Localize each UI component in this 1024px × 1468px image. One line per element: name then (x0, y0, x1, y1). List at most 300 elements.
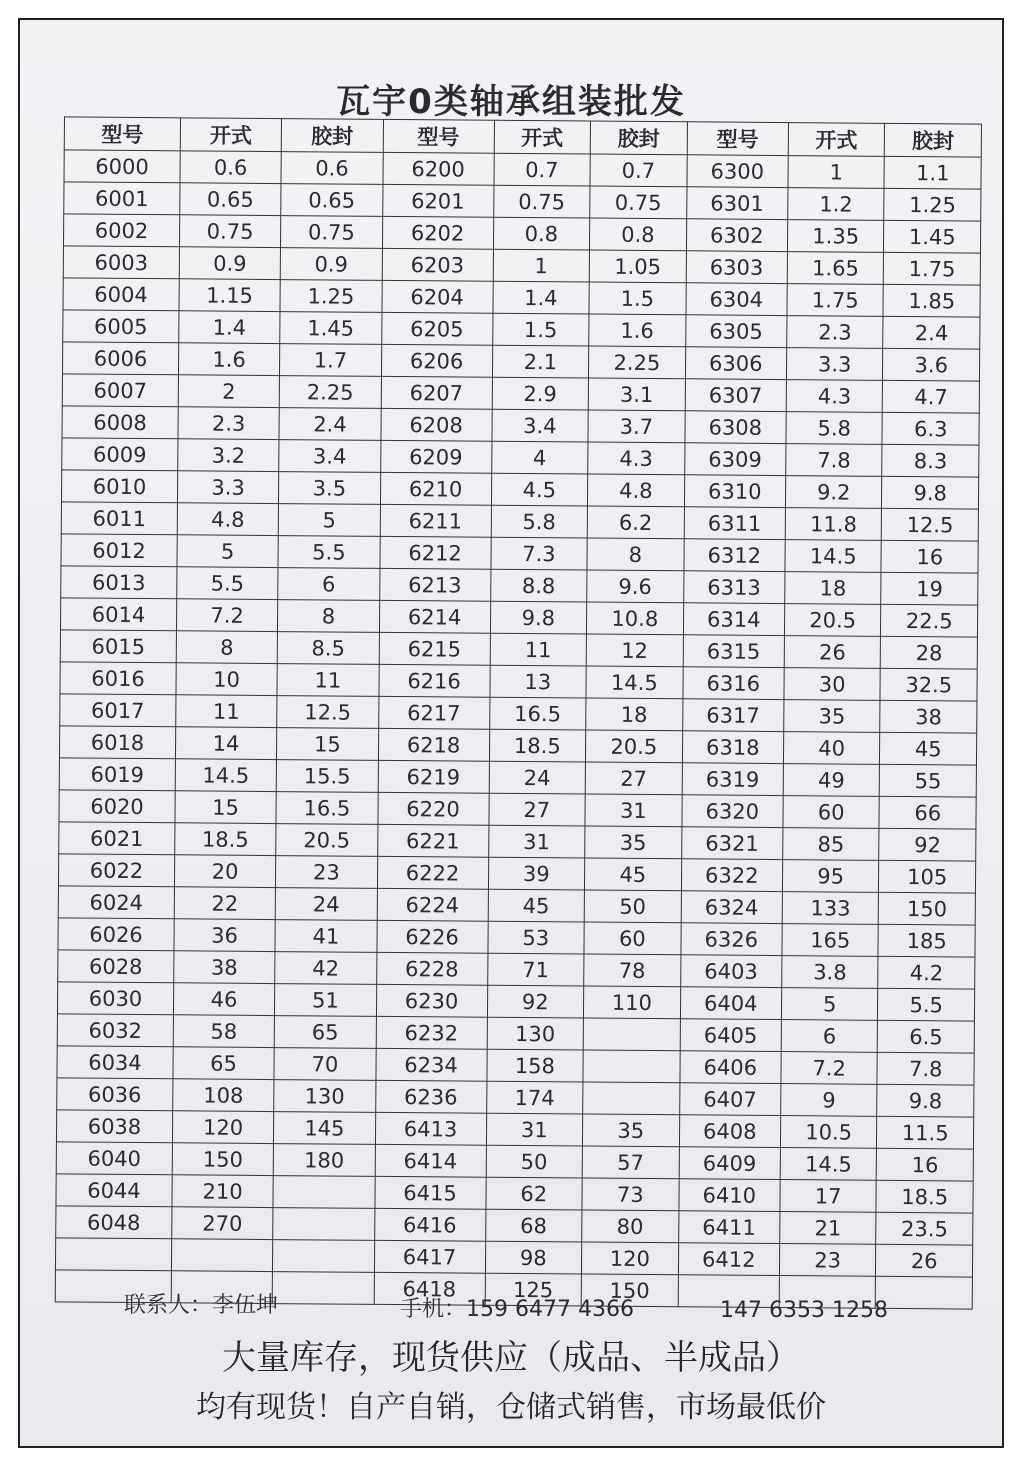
table-cell: 20.5 (276, 824, 378, 857)
table-cell: 6216 (378, 664, 489, 697)
price-table (55, 116, 982, 1309)
table-cell: 92 (487, 985, 584, 1018)
table-cell: 6236 (375, 1080, 486, 1113)
table-cell: 6015 (60, 630, 176, 663)
table-cell: 6030 (57, 982, 173, 1015)
table-cell: 9.8 (882, 476, 979, 509)
table-cell: 6219 (378, 760, 489, 793)
table-cell: 62 (485, 1177, 582, 1210)
header-model: 型号 (687, 122, 789, 156)
table-cell: 6302 (686, 219, 788, 252)
table-cell: 6011 (61, 502, 177, 535)
table-cell (583, 1018, 680, 1051)
table-cell: 2.3 (178, 407, 280, 440)
table-cell: 30 (784, 668, 881, 701)
table-cell: 6416 (374, 1208, 485, 1241)
table-cell: 6209 (380, 440, 491, 473)
table-cell: 15 (175, 791, 277, 824)
table-cell: 6306 (685, 347, 787, 380)
table-cell: 185 (878, 924, 975, 957)
table-cell: 6200 (383, 152, 494, 185)
table-cell: 1.15 (179, 279, 281, 312)
contact-phone-2: 147 6353 1258 (720, 1298, 888, 1323)
table-cell: 10.5 (780, 1116, 877, 1149)
table-cell: 3.3 (177, 471, 279, 504)
header-sealed: 胶封 (281, 119, 383, 153)
table-cell: 16.5 (489, 697, 586, 730)
table-cell: 6202 (382, 216, 493, 249)
table-cell: 6309 (684, 443, 786, 476)
table-cell: 133 (782, 892, 879, 925)
table-cell: 2.4 (279, 408, 381, 441)
table-cell (273, 1240, 375, 1273)
table-cell: 1 (788, 156, 885, 189)
page-title: 瓦宇0类轴承组装批发 (336, 82, 686, 122)
table-cell: 65 (173, 1047, 275, 1080)
table-cell: 28 (881, 636, 978, 669)
table-cell: 6002 (63, 214, 179, 247)
table-cell: 174 (486, 1081, 583, 1114)
table-cell: 27 (585, 762, 682, 795)
table-cell: 20.5 (784, 604, 881, 637)
table-cell: 6004 (63, 278, 179, 311)
table-cell: 71 (487, 953, 584, 986)
table-cell: 6300 (687, 155, 789, 188)
table-cell: 20.5 (585, 730, 682, 763)
table-cell: 0.8 (590, 218, 687, 251)
table-cell: 18.5 (489, 729, 586, 762)
table-cell: 6220 (377, 792, 488, 825)
table-cell: 6213 (379, 568, 490, 601)
table-cell: 22 (174, 887, 276, 920)
table-cell: 2.3 (787, 316, 884, 349)
table-cell: 18 (586, 698, 683, 731)
table-cell: 5 (177, 535, 279, 568)
table-cell: 10 (176, 663, 278, 696)
table-cell: 6012 (61, 534, 177, 567)
table-cell: 6217 (378, 696, 489, 729)
table-cell: 20 (174, 855, 276, 888)
table-cell: 1.4 (492, 281, 589, 314)
table-cell: 1.75 (787, 284, 884, 317)
table-cell: 6007 (62, 374, 178, 407)
table-cell: 6415 (374, 1176, 485, 1209)
table-cell: 32.5 (880, 668, 977, 701)
table-cell: 2.25 (279, 376, 381, 409)
table-cell (583, 1082, 680, 1115)
table-cell: 23 (276, 856, 378, 889)
table-cell: 6224 (377, 888, 488, 921)
table-cell: 6412 (678, 1243, 780, 1276)
table-cell: 3.3 (786, 348, 883, 381)
table-cell: 6021 (59, 822, 175, 855)
table-cell: 120 (172, 1111, 274, 1144)
table-cell: 3.4 (279, 440, 381, 473)
table-cell: 6316 (683, 667, 785, 700)
table-cell: 27 (488, 793, 585, 826)
table-cell: 6326 (680, 923, 782, 956)
table-cell: 18 (785, 572, 882, 605)
table-cell: 6000 (64, 150, 180, 183)
table-cell: 6013 (61, 566, 177, 599)
table-cell: 6321 (681, 827, 783, 860)
table-cell: 26 (876, 1244, 973, 1277)
table-cell: 6.5 (878, 1020, 975, 1053)
table-cell: 42 (275, 952, 377, 985)
table-cell: 73 (582, 1178, 679, 1211)
table-cell: 24 (489, 761, 586, 794)
table-cell: 2.4 (883, 316, 980, 349)
table-cell: 6009 (62, 438, 178, 471)
table-cell: 12 (586, 634, 683, 667)
table-cell: 105 (879, 860, 976, 893)
table-cell: 9 (781, 1084, 878, 1117)
table-cell: 6207 (381, 376, 492, 409)
table-cell: 0.6 (180, 151, 282, 184)
table-cell: 6411 (678, 1211, 780, 1244)
table-cell: 6038 (56, 1110, 172, 1143)
table-cell: 12.5 (882, 508, 979, 541)
table-cell: 50 (584, 890, 681, 923)
table-cell: 6403 (680, 955, 782, 988)
table-cell: 1.7 (280, 344, 382, 377)
table-cell: 6310 (684, 475, 786, 508)
table-cell: 6314 (683, 603, 785, 636)
table-cell (272, 1272, 374, 1305)
table-cell: 6018 (59, 726, 175, 759)
table-cell: 150 (172, 1143, 274, 1176)
table-cell: 66 (879, 796, 976, 829)
table-cell: 8 (278, 600, 380, 633)
table-cell: 6408 (679, 1115, 781, 1148)
table-cell: 1.85 (883, 284, 980, 317)
table-cell: 6003 (63, 246, 179, 279)
table-cell: 6022 (58, 854, 174, 887)
table-cell: 0.9 (280, 248, 382, 281)
table-cell: 11.5 (877, 1116, 974, 1149)
price-sheet (18, 18, 1004, 1448)
table-cell: 6322 (681, 859, 783, 892)
table-cell: 6215 (379, 632, 490, 665)
table-cell: 49 (783, 764, 880, 797)
header-open: 开式 (788, 123, 885, 157)
table-cell: 1.45 (884, 220, 981, 253)
table-cell: 1.1 (884, 156, 981, 189)
table-cell: 80 (582, 1210, 679, 1243)
table-cell: 0.7 (494, 153, 591, 186)
table-cell: 8.5 (277, 632, 379, 665)
table-cell: 6405 (680, 1019, 782, 1052)
table-cell: 6319 (682, 763, 784, 796)
table-cell: 35 (585, 826, 682, 859)
table-cell: 46 (173, 983, 275, 1016)
table-cell: 14.5 (175, 759, 277, 792)
table-cell: 0.6 (281, 152, 383, 185)
table-cell: 6017 (60, 694, 176, 727)
table-cell: 6010 (61, 470, 177, 503)
header-sealed: 胶封 (590, 121, 687, 155)
table-cell: 130 (487, 1017, 584, 1050)
table-cell: 41 (275, 920, 377, 953)
table-cell: 6315 (683, 635, 785, 668)
table-cell: 60 (783, 796, 880, 829)
table-cell: 40 (783, 732, 880, 765)
table-cell: 38 (880, 700, 977, 733)
table-cell: 45 (880, 732, 977, 765)
table-cell: 17 (780, 1180, 877, 1213)
table-cell: 6307 (685, 379, 787, 412)
table-cell: 3.4 (491, 409, 588, 442)
table-cell: 0.75 (281, 216, 383, 249)
table-cell: 78 (584, 954, 681, 987)
table-cell: 16.5 (276, 792, 378, 825)
table-cell: 15.5 (276, 760, 378, 793)
table-cell (273, 1208, 375, 1241)
table-cell: 6301 (686, 187, 788, 220)
table-cell: 39 (488, 857, 585, 890)
table-cell: 6312 (684, 539, 786, 572)
table-cell: 4.3 (588, 442, 685, 475)
table-cell: 6211 (380, 504, 491, 537)
table-cell: 6218 (378, 728, 489, 761)
table-cell: 5 (781, 988, 878, 1021)
table-cell: 3.8 (782, 956, 879, 989)
table-cell: 14 (175, 727, 277, 760)
table-cell: 5.5 (177, 567, 279, 600)
table-cell: 6221 (377, 824, 488, 857)
table-cell: 6409 (679, 1147, 781, 1180)
table-cell: 6201 (382, 184, 493, 217)
header-model: 型号 (64, 117, 180, 151)
table-cell: 130 (274, 1080, 376, 1113)
table-cell: 23.5 (876, 1212, 973, 1245)
table-cell: 1.45 (280, 312, 382, 345)
table-cell (55, 1238, 171, 1271)
table-cell: 4 (491, 441, 588, 474)
table-cell: 6407 (679, 1083, 781, 1116)
table-cell: 6032 (57, 1014, 173, 1047)
table-cell: 3.5 (279, 472, 381, 505)
table-cell: 13 (489, 665, 586, 698)
table-cell: 5.5 (878, 988, 975, 1021)
table-cell: 6406 (679, 1051, 781, 1084)
table-cell: 11 (490, 633, 587, 666)
table-cell: 22.5 (881, 604, 978, 637)
table-cell: 50 (486, 1145, 583, 1178)
table-cell: 6028 (58, 950, 174, 983)
table-cell: 16 (881, 540, 978, 573)
table-cell: 5.8 (491, 505, 588, 538)
table-cell: 6008 (62, 406, 178, 439)
table-cell (273, 1176, 375, 1209)
table-cell: 14.5 (780, 1148, 877, 1181)
table-cell: 6222 (377, 856, 488, 889)
table-cell: 0.8 (493, 217, 590, 250)
table-cell: 10.8 (586, 602, 683, 635)
table-cell: 14.5 (785, 540, 882, 573)
table-cell: 6024 (58, 886, 174, 919)
table-cell: 1.5 (589, 282, 686, 315)
table-cell: 92 (879, 828, 976, 861)
table-cell: 8.3 (882, 444, 979, 477)
table-cell: 1.6 (589, 314, 686, 347)
table-cell: 6020 (59, 790, 175, 823)
table-cell: 4.5 (491, 473, 588, 506)
table-cell: 6212 (379, 536, 490, 569)
table-cell: 8 (587, 538, 684, 571)
table-cell: 9.6 (587, 570, 684, 603)
table-cell: 45 (584, 858, 681, 891)
table-cell: 270 (172, 1207, 274, 1240)
table-cell: 51 (275, 984, 377, 1017)
table-cell: 11 (277, 664, 379, 697)
table-cell: 95 (782, 860, 879, 893)
table-cell: 7.3 (490, 537, 587, 570)
table-cell: 6001 (64, 182, 180, 215)
table-cell: 18.5 (876, 1180, 973, 1213)
table-cell: 0.7 (590, 154, 687, 187)
table-cell: 36 (174, 919, 276, 952)
table-cell: 6413 (375, 1112, 486, 1145)
table-cell: 68 (485, 1209, 582, 1242)
table-cell: 6234 (375, 1048, 486, 1081)
table-cell: 3.7 (588, 410, 685, 443)
table-cell: 1.35 (787, 220, 884, 253)
table-cell: 6210 (380, 472, 491, 505)
table-cell: 9.8 (490, 601, 587, 634)
table-cell: 4.8 (588, 474, 685, 507)
table-cell: 1.2 (788, 188, 885, 221)
table-cell: 5.8 (786, 412, 883, 445)
contact-phone-1: 手机：159 6477 4366 (400, 1297, 634, 1322)
table-cell: 21 (780, 1212, 877, 1245)
table-cell: 35 (784, 700, 881, 733)
table-cell: 8.8 (490, 569, 587, 602)
table-cell: 1.65 (787, 252, 884, 285)
table-cell: 6 (781, 1020, 878, 1053)
table-cell: 1.75 (884, 252, 981, 285)
table-cell: 7.8 (786, 444, 883, 477)
table-cell: 11.8 (785, 508, 882, 541)
table-cell: 0.65 (281, 184, 383, 217)
table-cell: 6026 (58, 918, 174, 951)
table-cell: 6317 (682, 699, 784, 732)
table-cell: 165 (782, 924, 879, 957)
table-cell: 158 (486, 1049, 583, 1082)
table-cell: 6318 (682, 731, 784, 764)
table-cell: 6214 (379, 600, 490, 633)
table-cell: 6 (278, 568, 380, 601)
table-cell: 120 (581, 1242, 678, 1275)
table-cell: 6313 (683, 571, 785, 604)
table-cell: 145 (274, 1112, 376, 1145)
table-cell: 0.75 (493, 185, 590, 218)
table-cell: 6418 (374, 1272, 485, 1305)
table-cell: 19 (881, 572, 978, 605)
table-cell: 6308 (685, 411, 787, 444)
table-cell: 0.75 (179, 215, 281, 248)
table-cell: 38 (174, 951, 276, 984)
table-cell: 6324 (681, 891, 783, 924)
table-cell: 7.8 (877, 1052, 974, 1085)
table-cell: 12.5 (277, 696, 379, 729)
table-cell: 11 (176, 695, 278, 728)
table-cell: 65 (274, 1016, 376, 1049)
table-cell (876, 1276, 973, 1309)
table-cell: 3.1 (588, 378, 685, 411)
table-cell: 70 (274, 1048, 376, 1081)
table-cell: 26 (784, 636, 881, 669)
table-cell: 1.4 (179, 311, 281, 344)
header-open: 开式 (494, 120, 591, 154)
table-cell: 2.9 (492, 377, 589, 410)
table-cell: 6036 (57, 1078, 173, 1111)
table-cell: 2.25 (589, 346, 686, 379)
table-cell: 6404 (680, 987, 782, 1020)
table-cell: 35 (582, 1114, 679, 1147)
table-cell: 6320 (682, 795, 784, 828)
table-cell: 85 (783, 828, 880, 861)
table-cell: 6414 (375, 1144, 486, 1177)
table-cell: 18.5 (175, 823, 277, 856)
contact-person: 联系人：李伍坤 (124, 1293, 279, 1318)
table-cell: 53 (487, 921, 584, 954)
header-sealed: 胶封 (885, 123, 982, 157)
table-cell: 6205 (381, 312, 492, 345)
table-cell: 150 (879, 892, 976, 925)
table-cell: 60 (584, 922, 681, 955)
table-cell: 110 (583, 986, 680, 1019)
table-cell: 1 (493, 249, 590, 282)
table-cell (171, 1239, 273, 1272)
table-cell: 24 (275, 888, 377, 921)
table-cell: 55 (880, 764, 977, 797)
table-cell: 1.05 (589, 250, 686, 283)
table-cell: 6203 (382, 248, 493, 281)
table-cell: 6305 (685, 315, 787, 348)
table-cell: 6232 (376, 1016, 487, 1049)
table-cell: 5 (278, 504, 380, 537)
table-cell: 23 (779, 1244, 876, 1277)
table-cell: 4.8 (177, 503, 279, 536)
table-cell: 6226 (376, 920, 487, 953)
table-cell: 6410 (678, 1179, 780, 1212)
table-cell: 6034 (57, 1046, 173, 1079)
table-cell: 3.2 (178, 439, 280, 472)
table-cell: 7.2 (176, 599, 278, 632)
table-cell: 6208 (380, 408, 491, 441)
table-cell: 8 (176, 631, 278, 664)
table-cell: 31 (486, 1113, 583, 1146)
table-cell: 57 (582, 1146, 679, 1179)
header-model: 型号 (383, 119, 494, 153)
table-cell: 210 (172, 1175, 274, 1208)
table-cell: 6311 (684, 507, 786, 540)
table-cell: 4.7 (883, 380, 980, 413)
table-cell: 6040 (56, 1142, 172, 1175)
table-cell: 6.2 (587, 506, 684, 539)
table-cell: 16 (877, 1148, 974, 1181)
table-cell: 150 (581, 1274, 678, 1307)
table-cell: 6016 (60, 662, 176, 695)
table-cell: 0.75 (590, 186, 687, 219)
table-cell: 45 (488, 889, 585, 922)
table-cell: 9.8 (877, 1084, 974, 1117)
table-cell: 14.5 (586, 666, 683, 699)
table-cell: 31 (585, 794, 682, 827)
table-cell: 6.3 (882, 412, 979, 445)
slogan-stock: 大量库存，现货供应（成品、半成品） (222, 1338, 800, 1378)
